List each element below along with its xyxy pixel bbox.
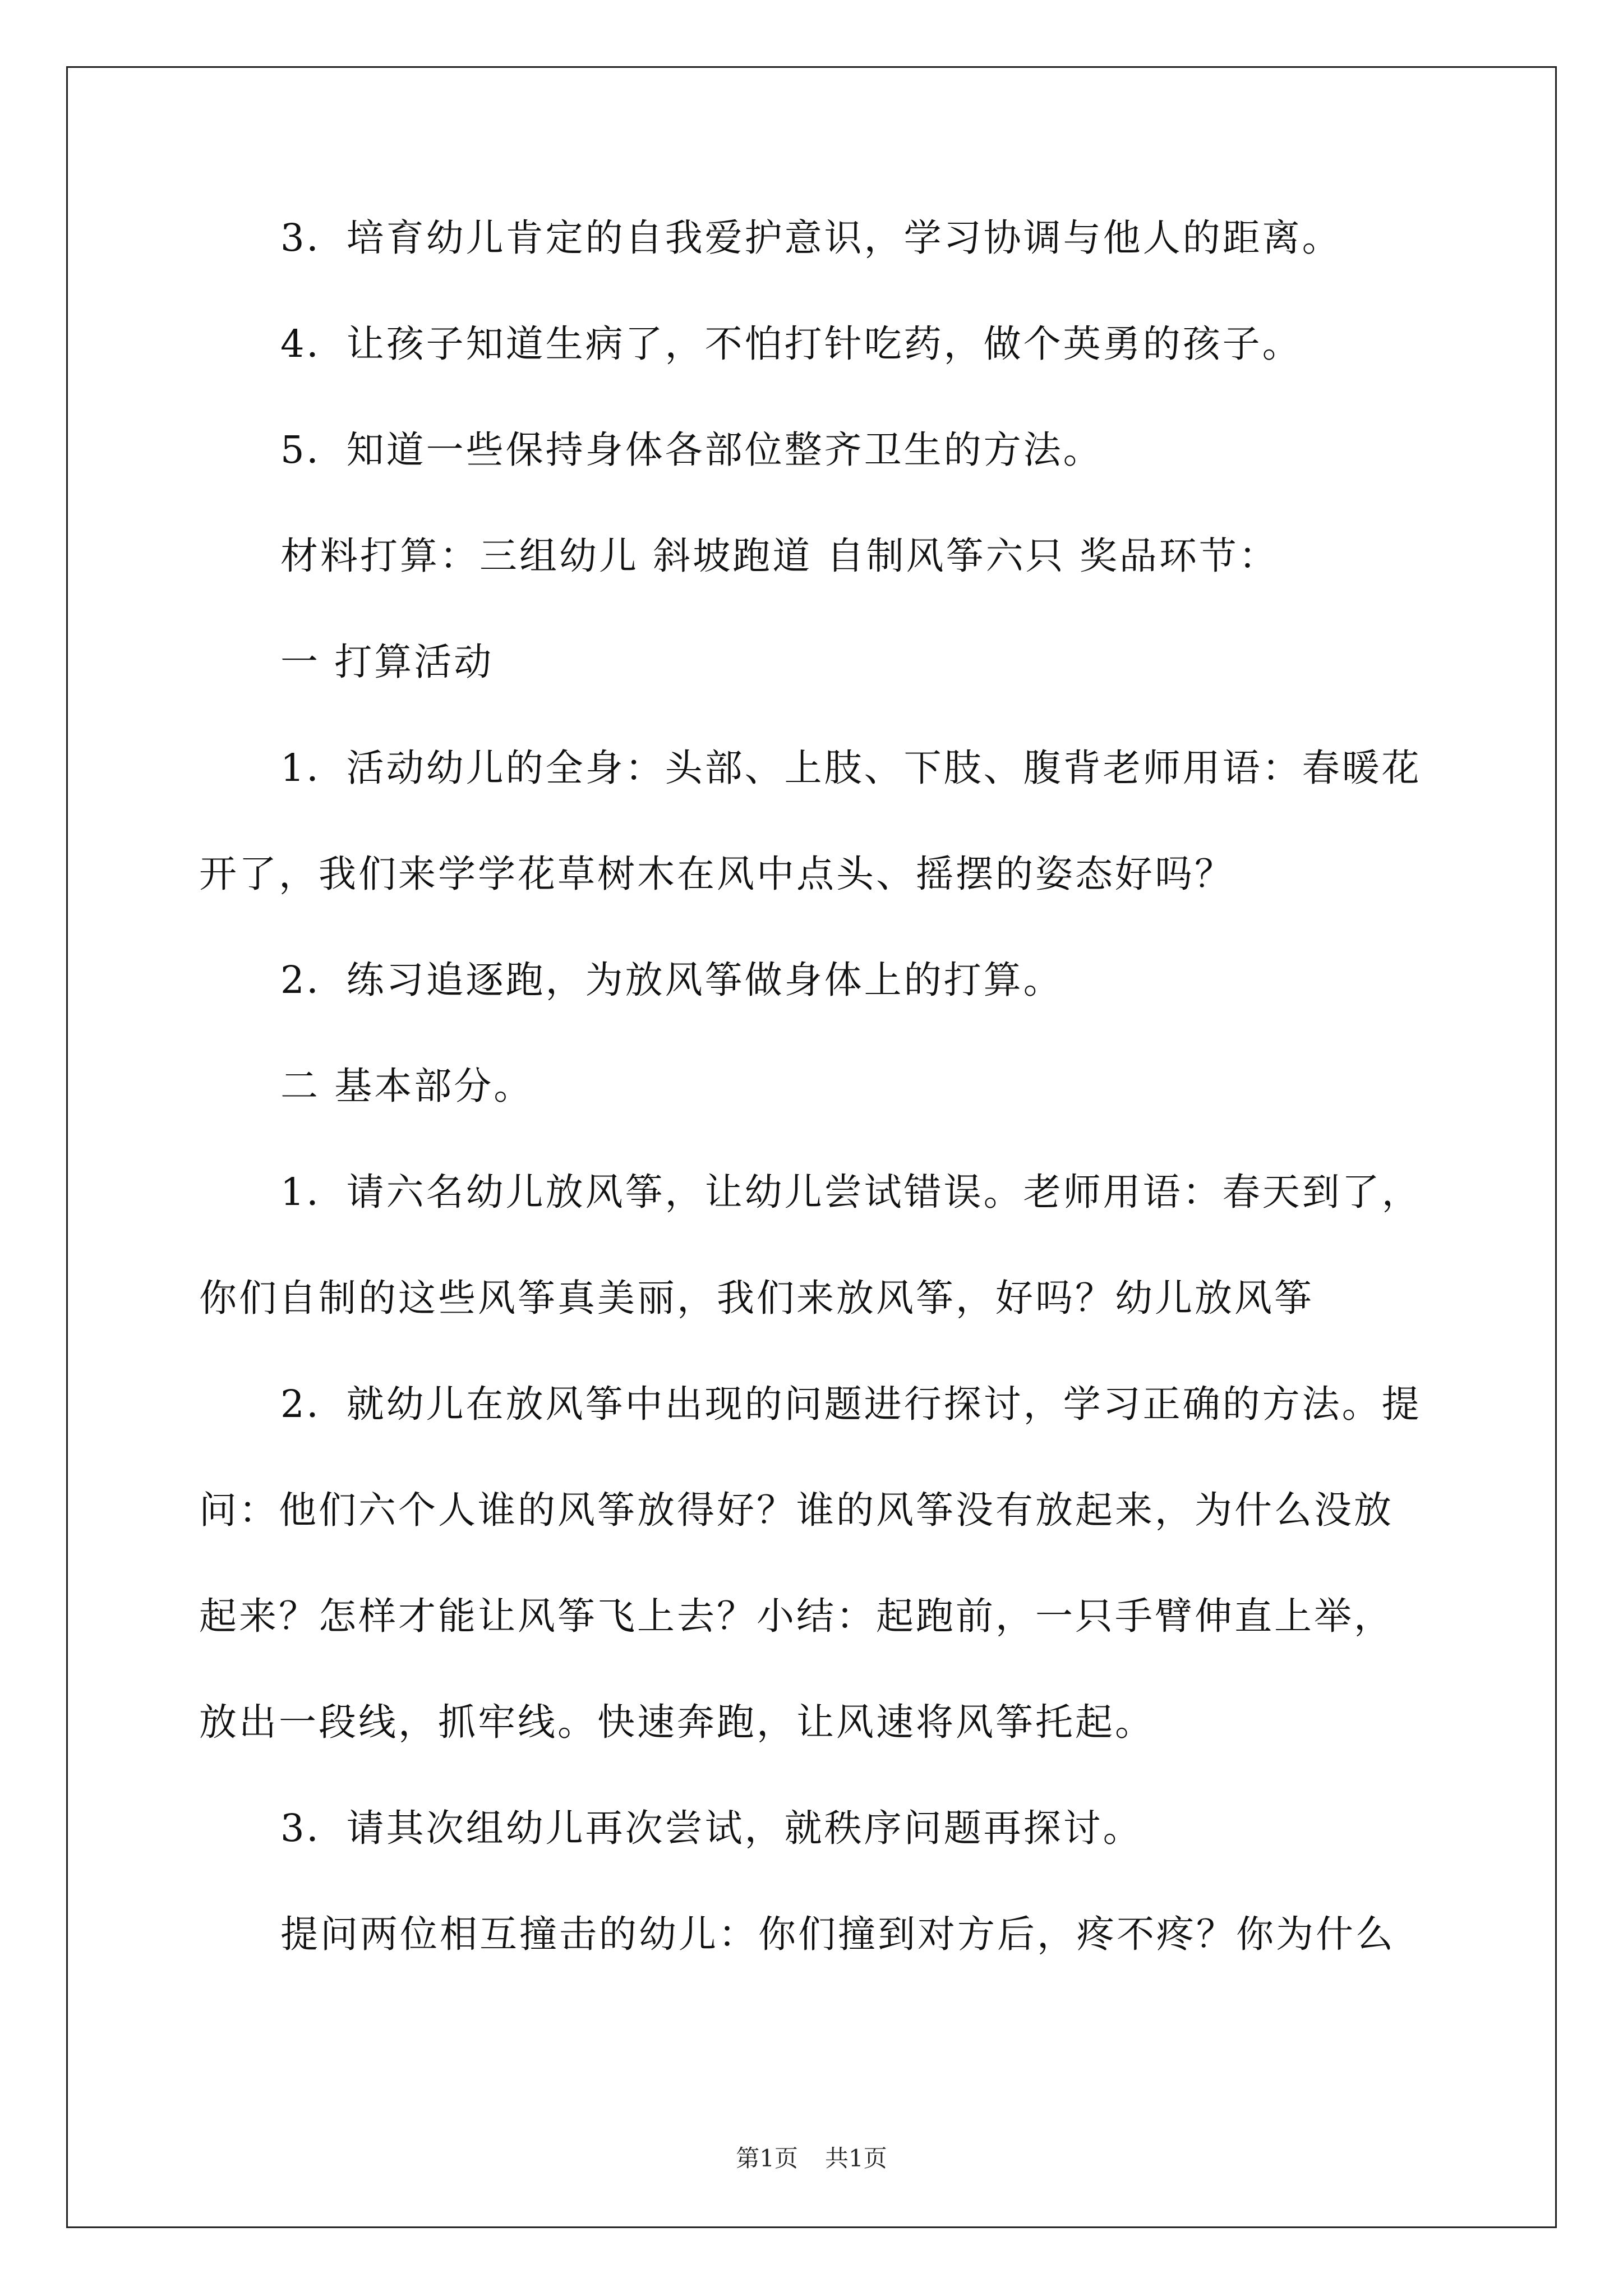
paragraph: 5．知道一些保持身体各部位整齐卫生的方法。 — [280, 428, 1103, 472]
paragraph: 2．练习追逐跑，为放风筝做身体上的打算。 — [280, 958, 1063, 1002]
section-heading: 二 基本部分。 — [280, 1064, 534, 1108]
paragraph: 3．请其次组幼儿再次尝试，就秩序问题再探讨。 — [280, 1806, 1143, 1850]
paragraph: 1．请六名幼儿放风筝，让幼儿尝试错误。老师用语：春天到了，你们自制的这些风筝真美丽，我们来放风筝，好吗？幼儿放风筝 — [199, 1170, 1422, 1320]
paragraph: 1．活动幼儿的全身：头部、上肢、下肢、腹背老师用语：春暖花开了，我们来学学花草树木在风中点头、摇摆的姿态好吗？ — [199, 746, 1422, 896]
paragraph: 提问两位相互撞击的幼儿：你们撞到对方后，疼不疼？你为什么 — [280, 1912, 1395, 1956]
paragraph: 4．让孩子知道生病了，不怕打针吃药，做个英勇的孩子。 — [280, 322, 1302, 366]
page-number-current: 第1页 — [736, 2145, 798, 2172]
section-heading: 一 打算活动 — [280, 640, 494, 684]
page-footer — [0, 2140, 1623, 2174]
paragraph: 材料打算：三组幼儿 斜坡跑道 自制风筝六只 奖品环节： — [280, 534, 1279, 578]
paragraph: 2．就幼儿在放风筝中出现的问题进行探讨，学习正确的方法。提问：他们六个人谁的风筝放得好？谁的风筝没有放起来，为什么没放起来？怎样才能让风筝飞上去？小结：起跑前，一只手臂伸直上举，放出一段线，抓牢线。快速奔跑，让风速将风筝托起。 — [199, 1382, 1422, 1744]
document-body — [199, 185, 1433, 1987]
page-number-total: 共1页 — [825, 2145, 887, 2172]
paragraph: 3．培育幼儿肯定的自我爱护意识，学习协调与他人的距离。 — [280, 216, 1342, 260]
